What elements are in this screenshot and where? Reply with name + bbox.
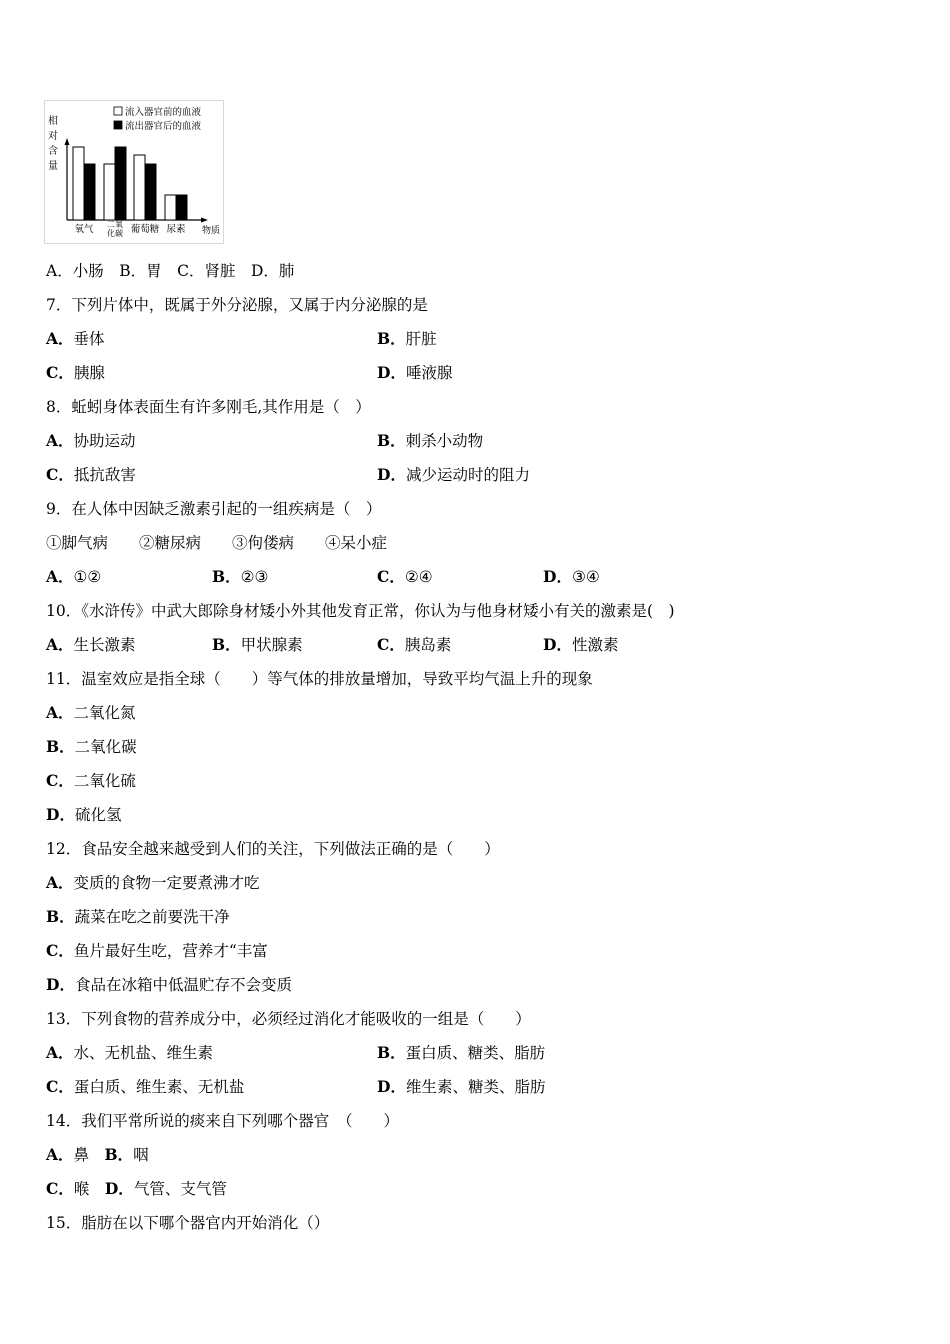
option-letter: C． <box>46 363 74 382</box>
option-10-1: B．甲状腺素 <box>212 635 303 654</box>
question-stem-10: 10．《水浒传》中武大郎除身材矮小外其他发育正常，你认为与他身材矮小有关的激素是( ) <box>46 602 675 620</box>
x-tick-label: 葡萄糖 <box>130 224 160 235</box>
question-stem-15: 15．脂肪在以下哪个器官内开始消化（） <box>46 1214 330 1232</box>
option-letter: A． <box>46 431 74 450</box>
option-letter: A． <box>46 567 74 586</box>
option-letter: D． <box>377 1077 406 1096</box>
option-letter: A． <box>46 635 74 654</box>
option-letter: D． <box>543 635 572 654</box>
option-letter: B． <box>377 431 406 450</box>
question-stem-11: 11．温室效应是指全球（ ）等气体的排放量增加，导致平均气温上升的现象 <box>46 670 593 688</box>
option-letter: B． <box>104 1145 134 1164</box>
bar-葡萄糖-before <box>134 155 145 220</box>
legend-label-1: 流入器官前的血液 <box>125 107 202 118</box>
y-axis-arrow <box>65 138 70 145</box>
option-13-1: B．蛋白质、糖类、脂肪 <box>377 1043 546 1062</box>
y-label-char: 含 <box>48 146 58 157</box>
question-stem-9: 9．在人体中因缺乏激素引起的一组疾病是（ ） <box>46 500 382 518</box>
question-stem-12: 12．食品安全越来越受到人们的关注，下列做法正确的是（ ） <box>46 840 500 858</box>
option-13-3: D．维生素、糖类、脂肪 <box>377 1077 546 1096</box>
option-7-0: A．垂体 <box>46 329 105 348</box>
option-letter: B． <box>377 1043 406 1062</box>
question-stem-13: 13．下列食物的营养成分中，必须经过消化才能吸收的一组是（ ） <box>46 1010 531 1028</box>
x-tick-label: 尿素 <box>166 224 186 235</box>
option-10-2: C．胰岛素 <box>377 635 452 654</box>
option-letter: D． <box>46 805 75 824</box>
x-tick-label: 化碳 <box>107 229 123 238</box>
option-letter: D． <box>104 1179 134 1198</box>
option-letter: B． <box>212 567 241 586</box>
chart-legend <box>114 106 202 132</box>
y-label-char: 量 <box>48 161 58 172</box>
x-axis-label: 物质 <box>201 226 221 236</box>
option-12-2: C．鱼片最好生吃，营养才“丰富 <box>46 941 268 960</box>
question-stem-14: 14．我们平常所说的痰来自下列哪个器官 （ ） <box>46 1112 399 1130</box>
option-letter: D． <box>377 363 406 382</box>
legend-swatch-2 <box>114 121 122 129</box>
option-letter: D． <box>377 465 406 484</box>
option-11-2: C．二氧化硫 <box>46 771 136 790</box>
x-tick-labels <box>74 219 186 238</box>
option-7-3: D．唾液腺 <box>377 363 453 382</box>
option-letter: C． <box>46 1179 74 1198</box>
option-letter: C． <box>377 567 405 586</box>
option-7-1: B．肝脏 <box>377 329 437 348</box>
option-letter: A． <box>46 1043 74 1062</box>
option-9-3: D．③④ <box>543 567 600 586</box>
option-letter: C． <box>46 1077 74 1096</box>
option-12-3: D．食品在冰箱中低温贮存不会变质 <box>46 975 292 994</box>
bar-氧气-before <box>73 147 84 220</box>
option-12-1: B．蔬菜在吃之前要洗干净 <box>46 907 230 926</box>
option-letter: B． <box>377 329 406 348</box>
y-label-char: 对 <box>48 131 58 142</box>
x-tick-label: 氧气 <box>74 224 94 235</box>
blood-content-bar-chart <box>44 100 224 244</box>
question-items-9: ①脚气病 ②糖尿病 ③佝偻病 ④呆小症 <box>46 534 388 552</box>
option-14-1: C．喉 D．气管、支气管 <box>46 1179 227 1198</box>
bar-尿素-after <box>176 195 187 220</box>
bar-氧气-after <box>84 164 95 220</box>
bar-二氧化碳-before <box>104 164 115 220</box>
x-tick-label: 二氧 <box>107 220 123 229</box>
option-letter: B． <box>46 737 75 756</box>
option-12-0: A．变质的食物一定要煮沸才吃 <box>46 873 260 892</box>
option-8-2: C．抵抗敌害 <box>46 465 136 484</box>
option-10-3: D．性激素 <box>543 635 619 654</box>
option-letter: A． <box>46 873 74 892</box>
question-stem-8: 8．蚯蚓身体表面生有许多刚毛,其作用是（ ） <box>46 398 371 416</box>
option-letter: C． <box>46 771 74 790</box>
option-11-1: B．二氧化碳 <box>46 737 137 756</box>
option-8-0: A．协助运动 <box>46 431 136 450</box>
chart-svg <box>44 100 224 244</box>
bars <box>73 147 187 220</box>
option-8-3: D．减少运动时的阻力 <box>377 465 530 484</box>
legend-swatch-1 <box>114 107 122 115</box>
option-letter: A． <box>46 1145 74 1164</box>
option-letter: B． <box>46 907 75 926</box>
option-letter: A． <box>46 703 74 722</box>
option-10-0: A．生长激素 <box>46 635 136 654</box>
option-7-2: C．胰腺 <box>46 363 105 382</box>
option-letter: C． <box>46 465 74 484</box>
option-letter: D． <box>46 975 75 994</box>
option-11-0: A．二氧化氮 <box>46 703 136 722</box>
option-13-0: A．水、无机盐、维生素 <box>46 1043 214 1062</box>
option-letter: C． <box>46 941 74 960</box>
option-9-1: B．②③ <box>212 567 269 586</box>
legend-label-2: 流出器官后的血液 <box>125 121 202 132</box>
option-13-2: C．蛋白质、维生素、无机盐 <box>46 1077 245 1096</box>
option-9-0: A．①② <box>46 567 102 586</box>
option-letter: A． <box>46 329 74 348</box>
q6-options: A．小肠 B．胃 C．肾脏 D．肺 <box>46 262 295 280</box>
option-11-3: D．硫化氢 <box>46 805 122 824</box>
bar-二氧化碳-after <box>115 147 126 220</box>
bar-尿素-before <box>165 195 176 220</box>
option-letter: D． <box>543 567 572 586</box>
y-axis-label <box>48 114 58 172</box>
y-label-char: 相 <box>48 116 58 127</box>
option-letter: C． <box>377 635 405 654</box>
x-axis-arrow <box>201 218 208 223</box>
option-8-1: B．刺杀小动物 <box>377 431 484 450</box>
option-14-0: A．鼻 B．咽 <box>46 1145 149 1164</box>
option-9-2: C．②④ <box>377 567 433 586</box>
question-stem-7: 7．下列片体中，既属于外分泌腺，又属于内分泌腺的是 <box>46 296 428 314</box>
option-letter: B． <box>212 635 241 654</box>
bar-葡萄糖-after <box>145 164 156 220</box>
